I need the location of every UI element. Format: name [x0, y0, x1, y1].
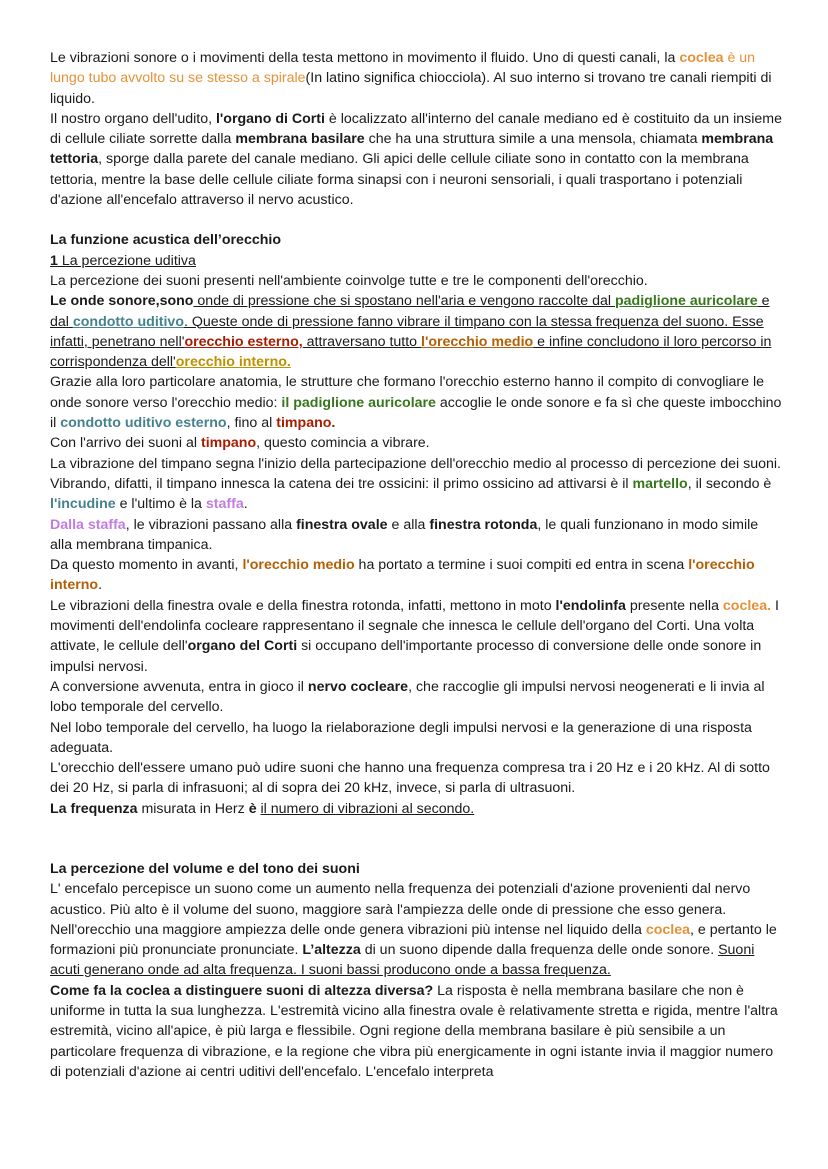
term-condotto-uditivo: condotto uditivo	[72, 313, 184, 330]
paragraph-coclea-intro: Le vibrazioni sonore o i movimenti della testa mettono in movimento il fluido. Uno di questi canali, la coclea è un lungo tubo avvolto su se stesso a spirale(In latino significa chiocciola). Al suo interno si trovano tre canali riempiti di liquido.	[50, 50, 772, 107]
term-finestra-rotonda: finestra rotonda	[429, 516, 538, 533]
statement-suoni-acuti-bassi: Suoni acuti generano onde ad alta frequenza. I suoni bassi producono onde a bassa frequenza.	[50, 942, 755, 979]
paragraph-endolinfa: Le vibrazioni della finestra ovale e della finestra rotonda, infatti, mettono in moto l'endolinfa presente nella coclea. I movimenti dell'endolinfa cocleare rappresentano il segnale che innesca le cellule dell'organo del Corti. Una volta attivate, le cellule dell'organo del Corti si occupano dell'importante processo di conversione delle onde sonore in impulsi nervosi.	[50, 597, 779, 675]
paragraph-nervo-cocleare: A conversione avvenuta, entra in gioco il nervo cocleare, che raccoglie gli impulsi nervosi neogenerati e li invia al lobo temporale del cervello.	[50, 678, 765, 716]
term-orecchio-medio: l'orecchio medio	[421, 333, 534, 350]
term-staffa: staffa	[205, 496, 244, 513]
term-finestra-ovale: finestra ovale	[296, 516, 388, 533]
term-organo-del-corti: organo del Corti	[187, 638, 298, 655]
term-incudine: l'incudine	[50, 496, 116, 513]
paragraph-orecchio-interno: Da questo momento in avanti, l'orecchio medio ha portato a termine i suoi compiti ed entra in scena l'orecchio interno.	[50, 557, 755, 594]
term-organo-corti: l'organo di Corti	[215, 110, 325, 127]
term-frequenza: La frequenza	[50, 800, 138, 817]
paragraph-frequenza-definizione: La frequenza misurata in Herz è il numero di vibrazioni al secondo.	[50, 800, 475, 817]
section-title-volume-tono: La percezione del volume e del tono dei suoni	[50, 860, 360, 877]
term-timpano: timpano.	[276, 415, 336, 432]
term-orecchio-esterno: orecchio esterno,	[184, 333, 303, 350]
paragraph-ossicini: La vibrazione del timpano segna l'inizio della partecipazione dell'orecchio medio al processo di percezione dei suoni. Vibrando, difatti, il timpano innesca la catena dei tre ossicini: il primo ossicino ad attivarsi è il martello, il secondo è l'incudine e l'ultimo è la staffa.	[50, 455, 781, 513]
paragraph-lobo-temporale: Nel lobo temporale del cervello, ha luogo la rielaborazione degli impulsi nervosi e la generazione di una risposta adeguata.	[50, 719, 752, 756]
subsection-label: La percezione uditiva	[57, 252, 196, 269]
term-orecchio-medio-2: l'orecchio medio	[242, 557, 355, 574]
term-padiglione-auricolare: padiglione auricolare	[614, 293, 758, 310]
term-membrana-tettoria: membrana tettoria	[50, 131, 774, 168]
term-orecchio-interno: orecchio interno.	[175, 354, 291, 371]
subsection-number: 1	[50, 252, 58, 269]
term-martello: martello	[632, 475, 688, 492]
term-coclea-3: coclea	[645, 921, 690, 938]
term-altezza: L’altezza	[302, 942, 361, 959]
term-coclea-2: coclea.	[722, 597, 772, 614]
term-dalla-staffa: Dalla staffa	[50, 516, 126, 533]
term-orecchio-interno-2: l'orecchio interno	[50, 557, 755, 594]
term-onde-sonore: Le onde sonore,sono	[50, 293, 194, 310]
paragraph-percezione-suoni: La percezione dei suoni presenti nell'ambiente coinvolge tutte e tre le componenti dell'orecchio.	[50, 272, 648, 289]
paragraph-organo-corti: Il nostro organo dell'udito, l'organo di Corti è localizzato all'interno del canale mediano ed è costituito da un insieme di cellule ciliate sorrette dalla membrana basilare che ha una struttura simile a una mensola, chiamata membrana tettoria, sporge dalla parete del canale mediano. Gli apici delle cellule ciliate sono in contatto con la membrana tettoria, mentre la base delle cellule ciliate forma sinapsi con i neuroni sensoriali, i quali trasportano i potenziali d'azione all'encefalo attraverso il nervo acustico.	[50, 110, 782, 209]
term-membrana-basilare: membrana basilare	[235, 131, 365, 148]
term-coclea: coclea	[679, 50, 724, 66]
paragraph-volume: L' encefalo percepisce un suono come un aumento nella frequenza dei potenziali d'azione provenienti dal nervo acustico. Più alto è il volume del suono, maggiore sarà l'ampiezza delle onde di pressione che esso genera.	[50, 881, 751, 918]
section-title-funzione-acustica: La funzione acustica dell’orecchio	[50, 232, 281, 249]
term-endolinfa: l'endolinfa	[555, 597, 626, 614]
paragraph-timpano: Con l'arrivo dei suoni al timpano, questo comincia a vibrare.	[50, 435, 430, 452]
paragraph-frequenze: L'orecchio dell'essere umano può udire suoni che hanno una frequenza compresa tra i 20 Hz e i 20 kHz. Al di sotto dei 20 Hz, si parla di infrasuoni; al di sopra dei 20 kHz, invece, si parla di ultrasuoni.	[50, 760, 770, 797]
paragraph-finestre: Dalla staffa, le vibrazioni passano alla finestra ovale e alla finestra rotonda, le quali funzionano in modo simile alla membrana timpanica.	[50, 516, 759, 553]
term-tubo-spirale: è un lungo tubo avvolto su se stesso a spirale	[50, 50, 756, 87]
paragraph-orecchio-esterno: Grazie alla loro particolare anatomia, le strutture che formano l'orecchio esterno hanno il compito di convogliare le onde sonore verso l'orecchio medio: il padiglione auricolare accoglie le onde sonore e fa sì che queste imbocchino il condotto uditivo esterno, fino al timpano.	[50, 374, 782, 432]
subsection-title-percezione-uditiva	[50, 251, 784, 271]
definition-frequenza: il numero di vibrazioni al secondo.	[260, 800, 475, 817]
question-coclea-altezza: Come fa la coclea a distinguere suoni di altezza diversa?	[50, 982, 434, 999]
paragraph-membrana-basilare: Come fa la coclea a distinguere suoni di altezza diversa? La risposta è nella membrana basilare che non è uniforme in tutta la sua lunghezza. L'estremità vicino alla finestra ovale è relativamente stretta e rigida, mentre l'altra estremità, vicino all'apice, è più larga e flessibile. Ogni regione della membrana basilare è più sensibile a un particolare frequenza di vibrazione, e la regione che vibra più energicamente in ogni istante invia il maggior numero di potenziali d'azione ai centri uditivi dell'encefalo. L'encefalo interpreta	[50, 982, 778, 1080]
term-nervo-cocleare: nervo cocleare	[307, 678, 409, 695]
term-timpano-2: timpano	[200, 435, 257, 452]
term-padiglione-auricolare-2: il padiglione auricolare	[281, 394, 436, 411]
term-condotto-uditivo-esterno: condotto uditivo esterno	[60, 415, 227, 432]
paragraph-onde-sonore: Le onde sonore,sono onde di pressione che si spostano nell'aria e vengono raccolte dal padiglione auricolare e dal condotto uditivo. Queste onde di pressione fanno vibrare il timpano con la stessa frequenza del suono. Esse infatti, penetrano nell'orecchio esterno, attraversano tutto l'orecchio medio e infine concludono il loro percorso in corrispondenza dell'orecchio interno.	[50, 293, 772, 371]
paragraph-ampiezza: Nell'orecchio una maggiore ampiezza delle onde genera vibrazioni più intense nel liquido della coclea, e pertanto le formazioni più pronunciate pronunciate. L’altezza di un suono dipende dalla frequenza delle onde sonore. Suoni acuti generano onde ad alta frequenza. I suoni bassi producono onde a bassa frequenza.	[50, 921, 777, 979]
